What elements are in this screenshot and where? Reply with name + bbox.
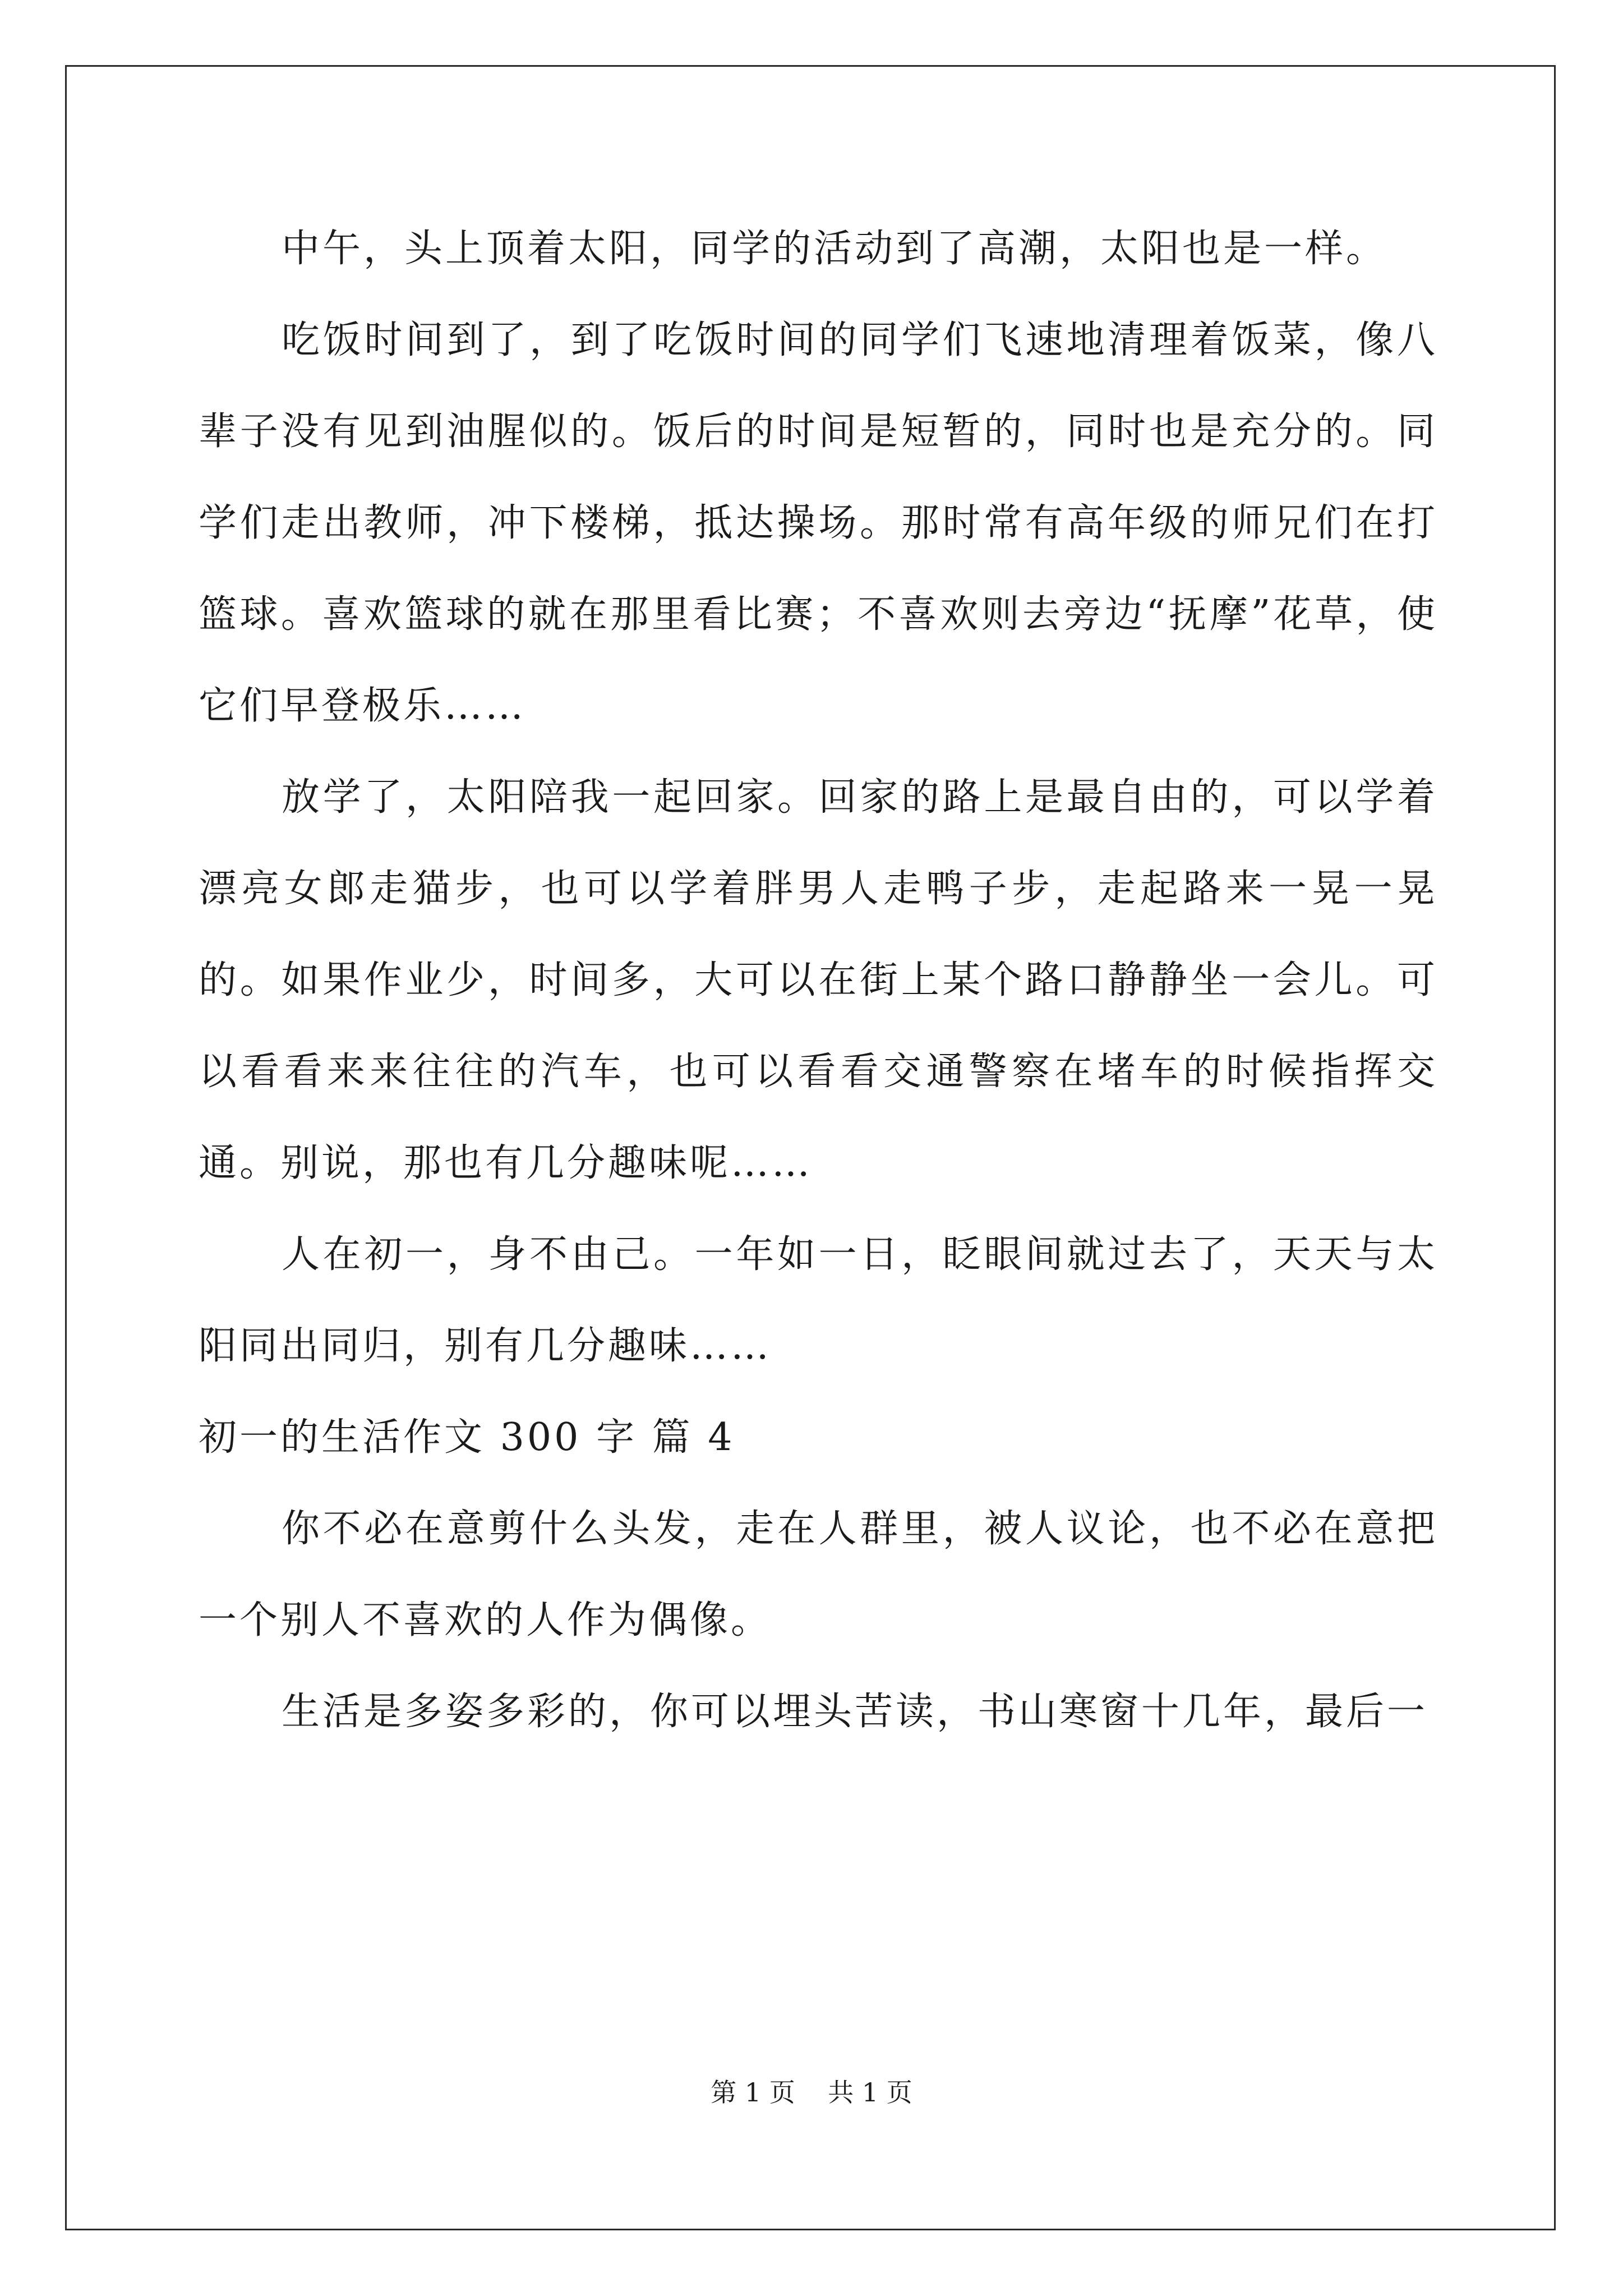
paragraph-lunch: 吃饭时间到了，到了吃饭时间的同学们飞速地清理着饭菜，像八辈子没有见到油腥似的。饭后的时间是短暂的，同时也是充分的。同学们走出教师，冲下楼梯，抵达操场。那时常有高年级的师兄们在打篮球。喜欢篮球的就在那里看比赛；不喜欢则去旁边“抚摩”花草，使它们早登极乐…… <box>199 318 1438 728</box>
paragraph-noon: 中午，头上顶着太阳，同学的活动到了高潮，太阳也是一样。 <box>282 227 1387 271</box>
page-number-label: 第 1 页 共 1 页 <box>711 2077 912 2108</box>
paragraph-grade-one: 人在初一，身不由己。一年如一日，眨眼间就过去了，天天与太阳同出同归，别有几分趣味…… <box>199 1232 1438 1368</box>
paragraph-life-colorful: 生活是多姿多彩的，你可以埋头苦读，书山寒窗十几年，最后一 <box>282 1690 1428 1734</box>
paragraph-after-school: 放学了，太阳陪我一起回家。回家的路上是最自由的，可以学着漂亮女郎走猫步，也可以学着胖男人走鸭子步，走起路来一晃一晃的。如果作业少，时间多，大可以在街上某个路口静静坐一会儿。可以看看来来往往的汽车，也可以看看交通警察在堵车的时候指挥交通。别说，那也有几分趣味呢…… <box>199 775 1438 1185</box>
section-heading: 初一的生活作文 300 字 篇 4 <box>199 1415 735 1460</box>
page-footer <box>0 2076 1623 2109</box>
paragraph-haircut: 你不必在意剪什么头发，走在人群里，被人议论，也不必在意把一个别人不喜欢的人作为偶像。 <box>199 1507 1438 1642</box>
document-body <box>199 203 1438 1757</box>
